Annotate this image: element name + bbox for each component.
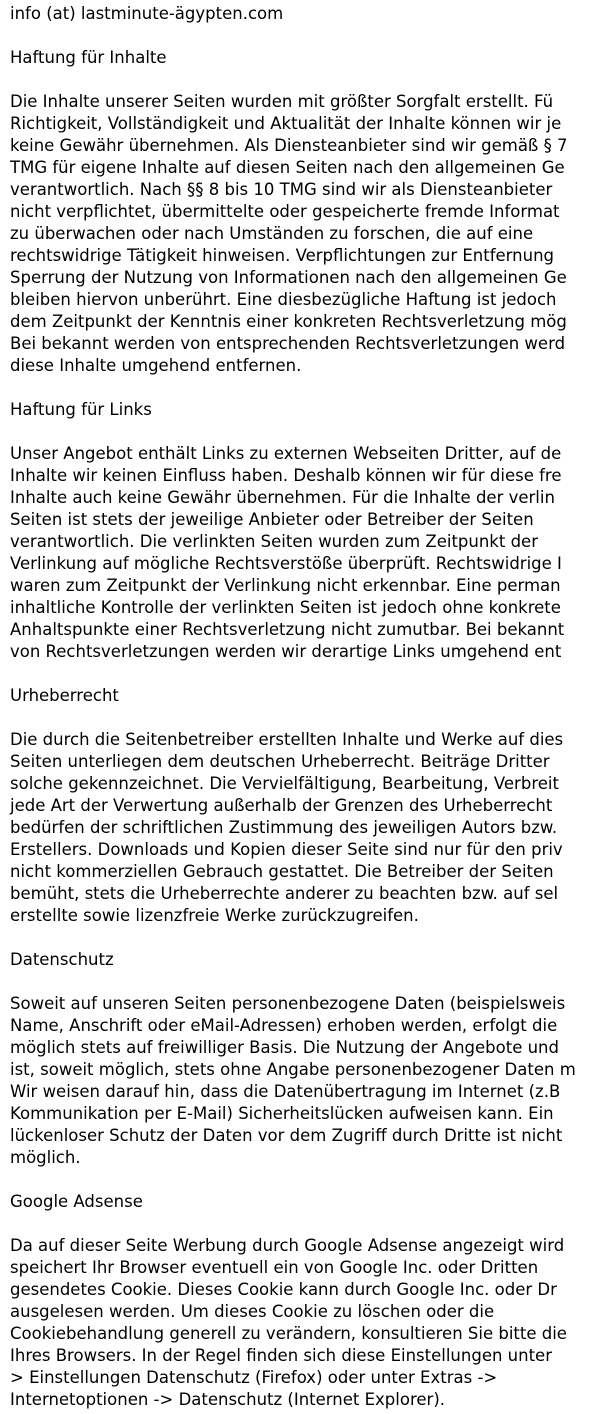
paragraph-line: ist, soweit möglich, stets ohne Angabe personenbezogener Daten m (10, 1060, 576, 1079)
paragraph-line: Sperrung der Nutzung von Informationen nach den allgemeinen Ge (10, 268, 567, 287)
paragraph-line: Internetoptionen -> Datenschutz (Internet Explorer). (10, 1390, 446, 1409)
paragraph-line: Inhalte wir keinen Einfluss haben. Deshalb können wir für diese fre (10, 466, 562, 485)
paragraph-line: Cookiebehandlung generell zu verändern, konsultieren Sie bitte die (10, 1324, 567, 1343)
paragraph-line: waren zum Zeitpunkt der Verlinkung nicht erkennbar. Eine perman (10, 576, 561, 595)
legal-document (10, 3, 600, 1411)
paragraph-line: von Rechtsverletzungen werden wir derartige Links umgehend ent (10, 642, 562, 661)
paragraph-spacer (10, 707, 600, 729)
paragraph-line: Inhalte auch keine Gewähr übernehmen. Für die Inhalte der verlin (10, 488, 555, 507)
paragraph-line: möglich stets auf freiwilliger Basis. Die Nutzung der Angebote und (10, 1038, 559, 1057)
paragraph-line: bemüht, stets die Urheberrechte anderer zu beachten bzw. auf sel (10, 884, 559, 903)
section-paragraph (10, 993, 600, 1169)
paragraph-line: bleiben hiervon unberührt. Eine diesbezügliche Haftung ist jedoch (10, 290, 557, 309)
paragraph-line: speichert Ihr Browser eventuell ein von Google Inc. oder Dritten (10, 1258, 539, 1277)
paragraph-spacer (10, 421, 600, 443)
paragraph-spacer (10, 663, 600, 685)
paragraph-line: verantwortlich. Nach §§ 8 bis 10 TMG sind wir als Diensteanbieter (10, 180, 553, 199)
section-paragraph (10, 91, 600, 377)
paragraph-line: zu überwachen oder nach Umständen zu forschen, die auf eine (10, 224, 534, 243)
paragraph-line: dem Zeitpunkt der Kenntnis einer konkreten Rechtsverletzung mög (10, 312, 567, 331)
paragraph-line: keine Gewähr übernehmen. Als Diensteanbieter sind wir gemäß § 7 (10, 136, 568, 155)
paragraph-line: Name, Anschrift oder eMail-Adressen) erhoben werden, erfolgt die (10, 1016, 558, 1035)
paragraph-spacer (10, 927, 600, 949)
paragraph-line: möglich. (10, 1148, 81, 1167)
section-haftung-f-r-links (10, 377, 600, 663)
section-heading: Google Adsense (10, 1192, 143, 1211)
contact-email: info (at) lastminute-ägypten.com (10, 4, 284, 23)
paragraph-line: lückenloser Schutz der Daten vor dem Zugriff durch Dritte ist nicht (10, 1126, 563, 1145)
paragraph-line: erstellte sowie lizenzfreie Werke zurückzugreifen. (10, 906, 419, 925)
paragraph-line: Seiten ist stets der jeweilige Anbieter oder Betreiber der Seiten (10, 510, 534, 529)
paragraph-line: bedürfen der schriftlichen Zustimmung des jeweiligen Autors bzw. (10, 818, 558, 837)
section-haftung-f-r-inhalte (10, 25, 600, 377)
paragraph-line: Ihres Browsers. In der Regel finden sich diese Einstellungen unter (10, 1346, 552, 1365)
section-paragraph (10, 1235, 600, 1411)
paragraph-spacer (10, 1213, 600, 1235)
paragraph-line: Kommunikation per E-Mail) Sicherheitslücken aufweisen kann. Ein (10, 1104, 554, 1123)
paragraph-line: rechtswidrige Tätigkeit hinweisen. Verpflichtungen zur Entfernung (10, 246, 555, 265)
paragraph-line: Soweit auf unseren Seiten personenbezogene Daten (beispielsweis (10, 994, 566, 1013)
paragraph-line: nicht verpflichtet, übermittelte oder gespeicherte fremde Informat (10, 202, 560, 221)
paragraph-spacer (10, 971, 600, 993)
paragraph-line: Anhaltspunkte einer Rechtsverletzung nicht zumutbar. Bei bekannt (10, 620, 565, 639)
paragraph-line: jede Art der Verwertung außerhalb der Grenzen des Urheberrecht (10, 796, 553, 815)
paragraph-line: Erstellers. Downloads und Kopien dieser Seite sind nur für den priv (10, 840, 563, 859)
section-heading: Haftung für Links (10, 400, 152, 419)
section-datenschutz (10, 927, 600, 1169)
paragraph-line: gesendetes Cookie. Dieses Cookie kann durch Google Inc. oder Dr (10, 1280, 557, 1299)
paragraph-line: TMG für eigene Inhalte auf diesen Seiten nach den allgemeinen Ge (10, 158, 565, 177)
paragraph-line: Seiten unterliegen dem deutschen Urheberrecht. Beiträge Dritter (10, 752, 550, 771)
paragraph-spacer (10, 69, 600, 91)
paragraph-line: Da auf dieser Seite Werbung durch Google Adsense angezeigt wird (10, 1236, 565, 1255)
paragraph-line: Bei bekannt werden von entsprechenden Rechtsverletzungen werd (10, 334, 566, 353)
section-heading: Datenschutz (10, 950, 114, 969)
paragraph-line: Richtigkeit, Vollständigkeit und Aktualität der Inhalte können wir je (10, 114, 562, 133)
paragraph-line: inhaltliche Kontrolle der verlinkten Seiten ist jedoch ohne konkrete (10, 598, 561, 617)
paragraph-line: diese Inhalte umgehend entfernen. (10, 356, 302, 375)
paragraph-line: Die durch die Seitenbetreiber erstellten Inhalte und Werke auf dies (10, 730, 564, 749)
paragraph-line: > Einstellungen Datenschutz (Firefox) oder unter Extras -> (10, 1368, 498, 1387)
paragraph-spacer (10, 377, 600, 399)
section-heading: Haftung für Inhalte (10, 48, 167, 67)
paragraph-line: Die Inhalte unserer Seiten wurden mit größter Sorgfalt erstellt. Fü (10, 92, 554, 111)
paragraph-line: Wir weisen darauf hin, dass die Datenübertragung im Internet (z.B (10, 1082, 561, 1101)
paragraph-line: verantwortlich. Die verlinkten Seiten wurden zum Zeitpunkt der (10, 532, 538, 551)
section-google-adsense (10, 1169, 600, 1411)
section-paragraph (10, 729, 600, 927)
paragraph-spacer (10, 25, 600, 47)
section-urheberrecht (10, 663, 600, 927)
section-paragraph (10, 443, 600, 663)
paragraph-line: solche gekennzeichnet. Die Vervielfältigung, Bearbeitung, Verbreit (10, 774, 559, 793)
paragraph-line: Unser Angebot enthält Links zu externen Webseiten Dritter, auf de (10, 444, 562, 463)
paragraph-line: nicht kommerziellen Gebrauch gestattet. Die Betreiber der Seiten (10, 862, 554, 881)
paragraph-line: ausgelesen werden. Um dieses Cookie zu löschen oder die (10, 1302, 495, 1321)
paragraph-spacer (10, 1169, 600, 1191)
paragraph-line: Verlinkung auf mögliche Rechtsverstöße überprüft. Rechtswidrige I (10, 554, 562, 573)
document-sections (10, 25, 600, 1411)
section-heading: Urheberrecht (10, 686, 119, 705)
